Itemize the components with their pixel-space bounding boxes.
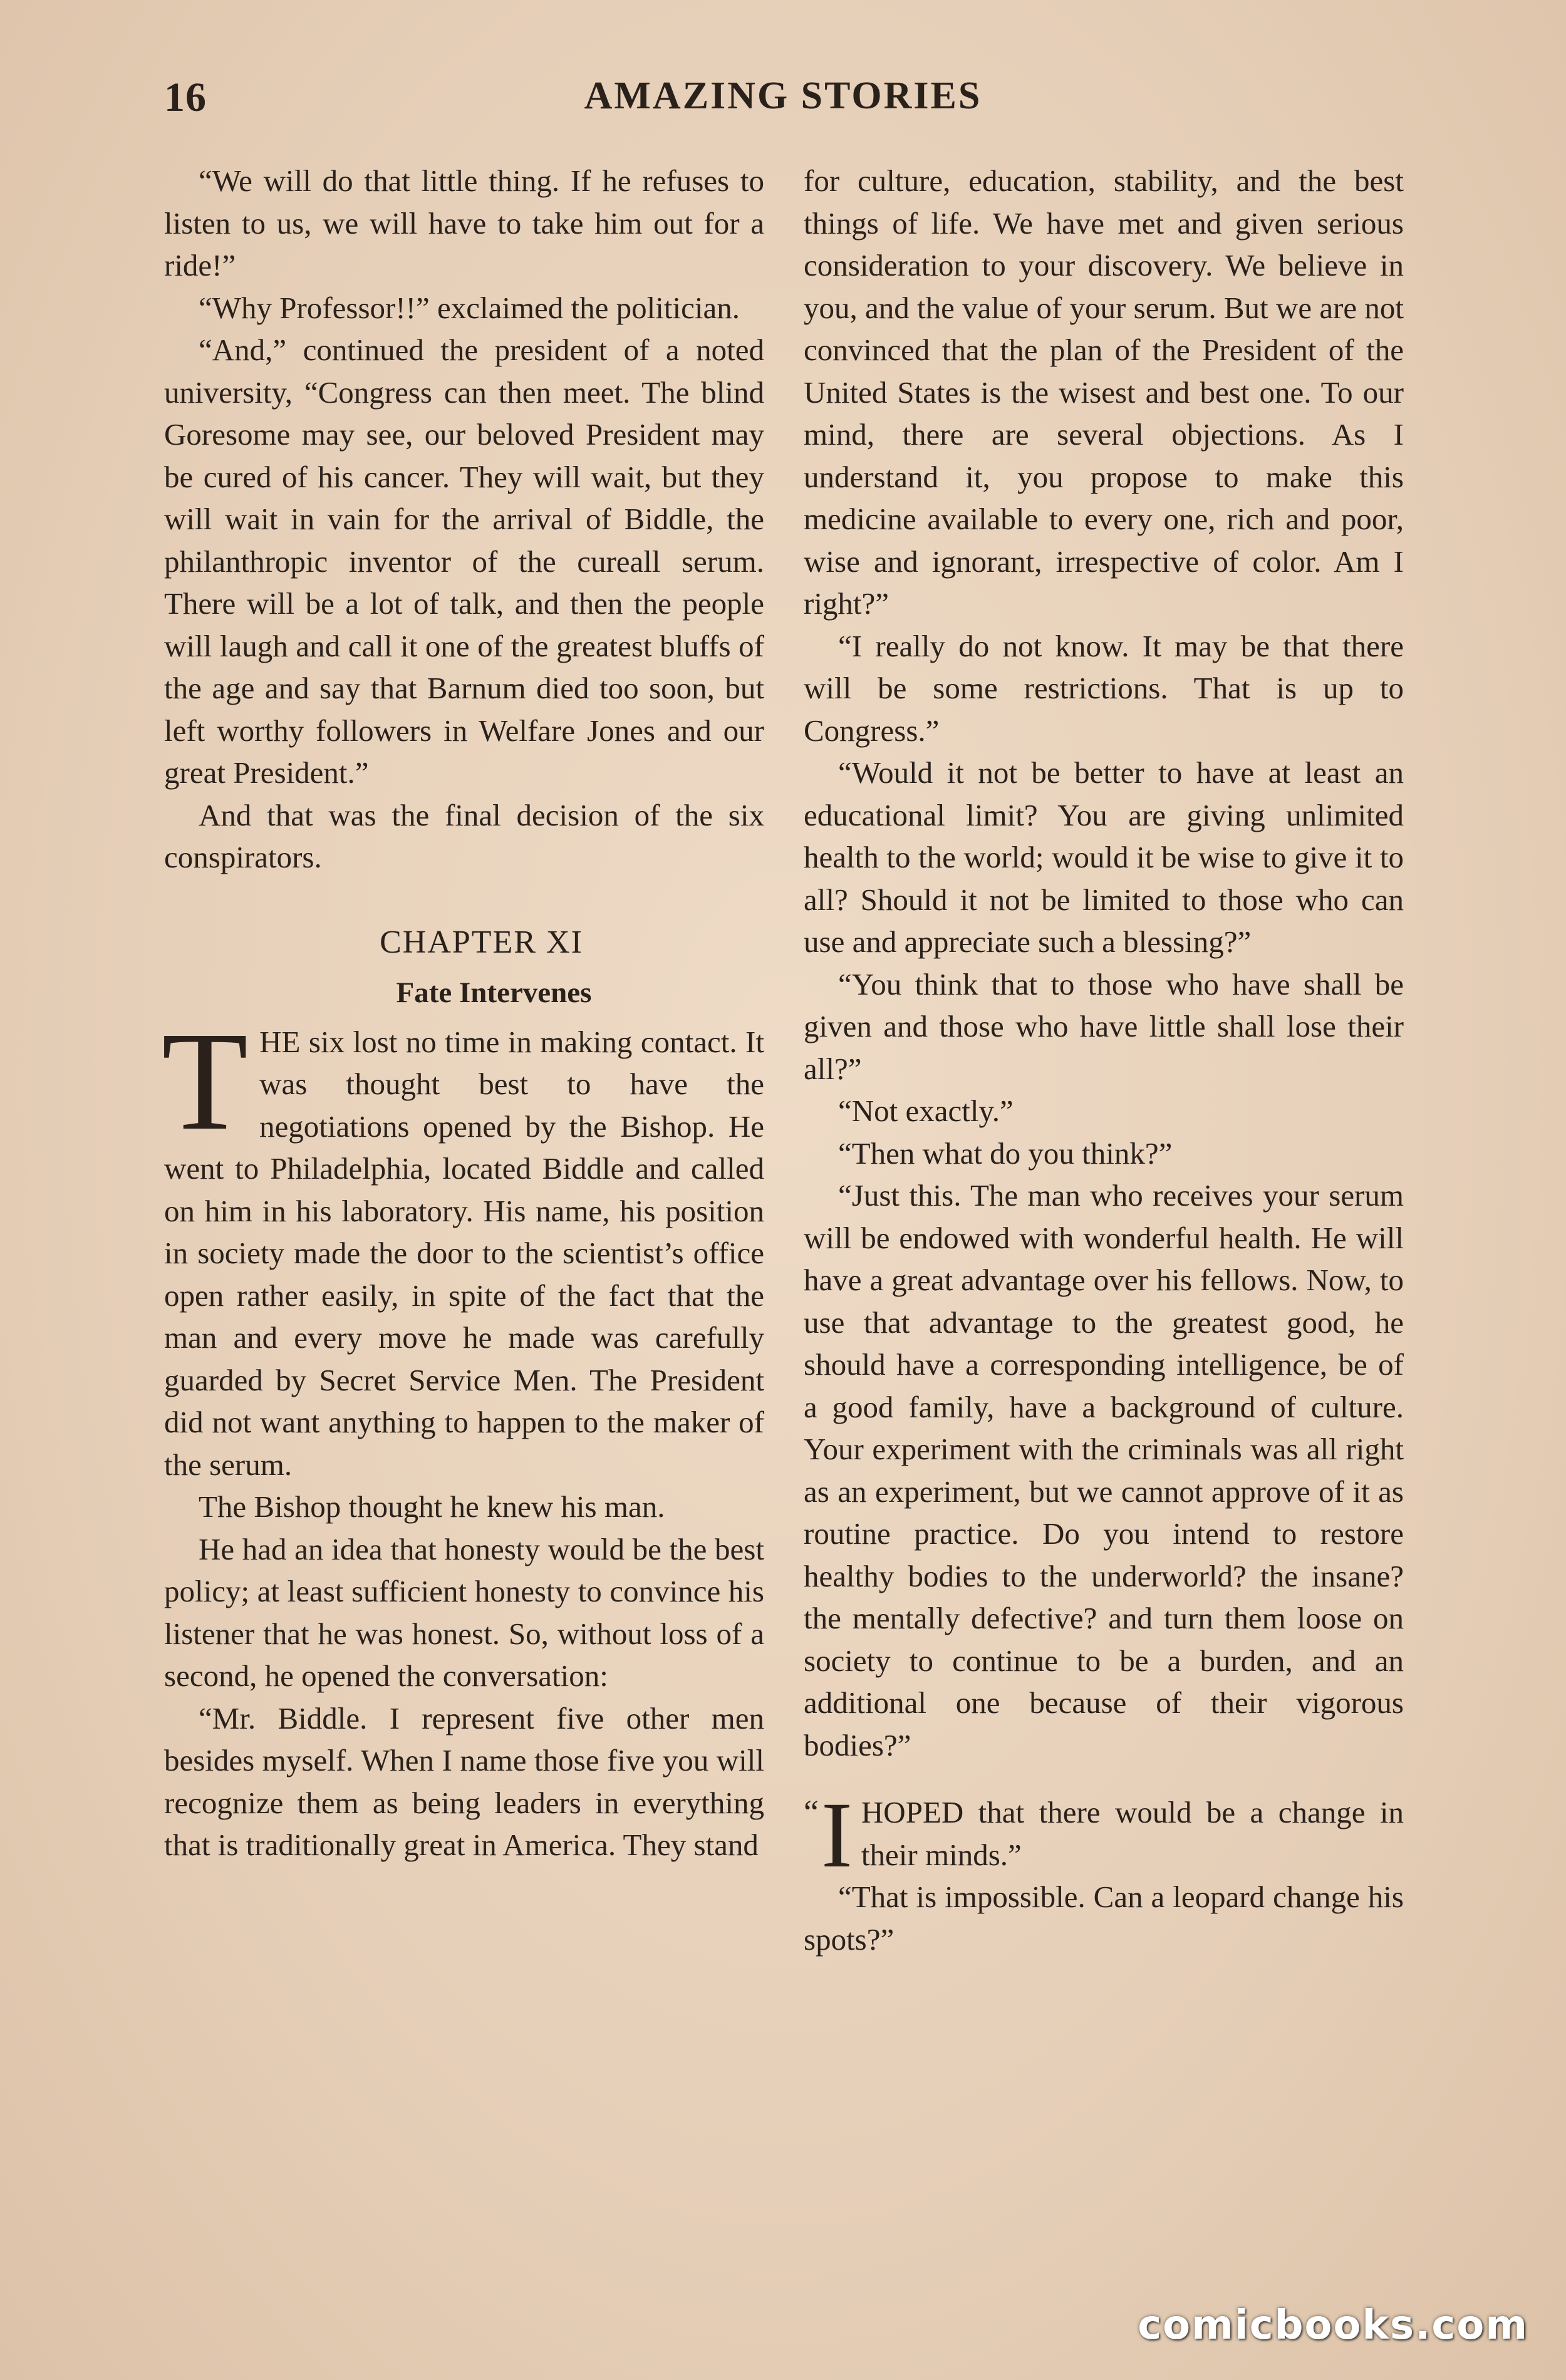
paragraph: “And,” continued the president of a noted university, “Congress can then meet. The blind Goresome may see, our beloved President may be cured of his cancer. They will wait, but they will wait in vain for the arrival of Biddle, the philanthropic inventor of the cureall serum. There will be a lot of talk, and then the people will laugh and call it one of the greatest bluffs of the age and say that Barnum died too soon, but left worthy followers in Welfare Jones and our great President.” (164, 333, 764, 790)
paragraph: He had an idea that honesty would be the best policy; at least sufficient honesty to convince his listener that he was honest. So, without loss of a second, he opened the conversation: (164, 1531, 764, 1693)
paragraph: “Would it not be better to have at least an educational limit? You are giving unlimited health to the world; would it be wise to give it to all? Should it not be limited to those who can use and appreciate such a blessing?” (804, 755, 1404, 959)
paragraph-with-drop-cap (162, 1002, 764, 1486)
paragraph: “Just this. The man who receives your serum will be endowed with wonderful health. He will have a great advantage over his fellows. Now, to use that advantage to the greatest good, he should have a corresponding intelligence, be of a good family, have a background of culture. Your experiment with the criminals was all right as an experiment, but we cannot approve of it as routine practice. Do you intend to restore healthy bodies to the underworld? the insane? the mentally defective? and turn them loose on society to continue to be a burden, and an additional one because of their vigorous bodies?” (804, 1178, 1404, 1762)
chapter-heading: CHAPTER XI (380, 924, 583, 960)
paragraph: “You think that to those who have shall be given and those who have little shall lose their all?” (804, 966, 1404, 1086)
paragraph: “We will do that little thing. If he refuses to listen to us, we will have to take him out for a ride!” (164, 163, 764, 282)
paragraph: “Then what do you think?” (838, 1136, 1173, 1171)
drop-cap: T (162, 1002, 249, 1159)
drop-cap: I (821, 1783, 853, 1887)
spacer (164, 879, 764, 921)
paragraph: “I really do not know. It may be that there will be some restrictions. That is up to Congress.” (804, 628, 1404, 748)
paragraph: for culture, education, stability, and the best things of life. We have met and given serious consideration to your discovery. We believe in you, and the value of your serum. But we are not convinced that the plan of the President of the United States is the wisest and best one. To our mind, there are several objections. As I understand it, you propose to make this medicine available to every one, rich and poor, wise and ignorant, irrespective of color. Am I right?” (804, 163, 1404, 621)
left-column (164, 160, 764, 1866)
paragraph-text: HOPED that there would be a change in their minds.” (861, 1795, 1404, 1872)
paragraph: “Not exactly.” (838, 1094, 1014, 1128)
paragraph: “Mr. Biddle. I represent five other men besides myself. When I name those five you will recognize them as being leaders in everything that is traditionally great in America. They stand (164, 1700, 764, 1862)
paragraph: The Bishop thought he knew his man. (199, 1489, 665, 1524)
paragraph-with-drop-cap (804, 1783, 1404, 1887)
page-number: 16 (164, 75, 207, 120)
opening-quote: “ (804, 1793, 819, 1831)
paragraph: “Why Professor!!” exclaimed the politician. (199, 290, 740, 325)
paragraph: And that was the final decision of the six conspirators. (164, 797, 764, 874)
magazine-title: AMAZING STORIES (584, 75, 982, 117)
chapter-title: Fate Intervenes (396, 976, 592, 1009)
page-header (164, 74, 1402, 130)
watermark: comicbooks.com (1138, 2302, 1528, 2349)
paragraph-text: HE six lost no time in making contact. It was thought best to have the negotiations opened by the Bishop. He went to Philadelphia, located Biddle and called on him in his laboratory. His name, his position in society made the door to the scientist’s office open rather easily, in spite of the fact that the man and every move he made was carefully guarded by Secret Service Men. The President did not want anything to happen to the maker of the serum. (164, 1024, 764, 1482)
paragraph: “That is impossible. Can a leopard change his spots?” (804, 1880, 1404, 1957)
right-column (804, 160, 1404, 1960)
